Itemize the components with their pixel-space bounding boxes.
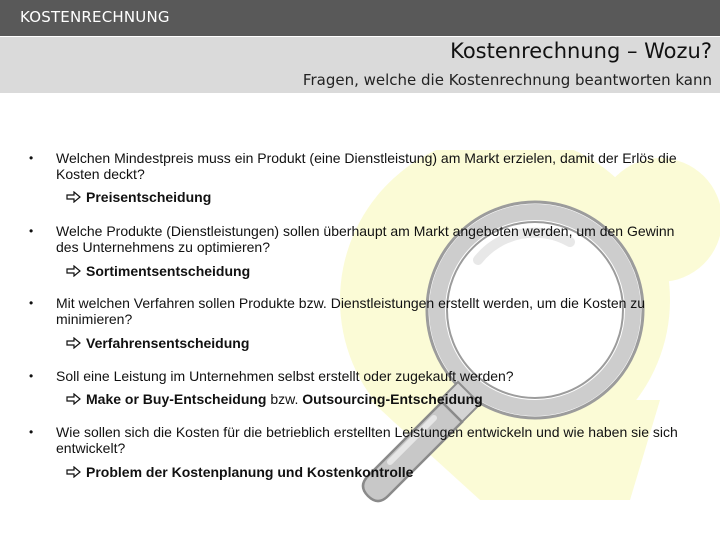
answer-label: Problem der Kostenplanung und Kostenkontrolle [86,464,414,480]
answer-text [66,464,413,480]
bullet-marker: • [29,151,34,165]
answer-label-outsourcing: Outsourcing-Entscheidung [302,391,483,407]
answer-connector: bzw. [266,391,303,407]
answer-label: Preisentscheidung [86,189,212,205]
outline-right-arrow-icon [66,265,82,277]
question-text: Welche Produkte (Dienstleistungen) sollen überhaupt am Markt angeboten werden, um den Gewinn des Unternehmens zu optimieren? [56,223,675,255]
answer-text [66,189,211,205]
outline-right-arrow-icon [66,337,82,349]
outline-right-arrow-icon [66,466,82,478]
answer-label-make-or-buy: Make or Buy-Entscheidung [86,391,267,407]
outline-right-arrow-icon [66,191,82,203]
question-text: Mit welchen Verfahren sollen Produkte bzw. Dienstleistungen erstellt werden, um die Kosten zu minimieren? [56,295,646,327]
question-text: Welchen Mindestpreis muss ein Produkt (eine Dienstleistung) am Markt erzielen, damit der Erlös die Kosten deckt? [56,150,677,182]
outline-right-arrow-icon [66,393,82,405]
bullet-marker: • [29,224,34,238]
section-label: KOSTENRECHNUNG [20,8,170,26]
answer-text [66,335,249,351]
answer-label: Sortimentsentscheidung [86,263,251,279]
answer-label: Verfahrensentscheidung [86,335,250,351]
bullet-marker: • [29,296,34,310]
answer-text [66,263,250,279]
answer-text [66,391,483,407]
bullet-marker: • [29,369,34,383]
page-title: Kostenrechnung – Wozu? [450,39,712,63]
bullet-marker: • [29,425,34,439]
page-subtitle: Fragen, welche die Kostenrechnung beantworten kann [302,71,712,89]
question-text: Wie sollen sich die Kosten für die betrieblich erstellten Leistungen entwickeln und wie haben sie sich entwickelt? [56,424,678,456]
question-text: Soll eine Leistung im Unternehmen selbst erstellt oder zugekauft werden? [56,368,514,384]
